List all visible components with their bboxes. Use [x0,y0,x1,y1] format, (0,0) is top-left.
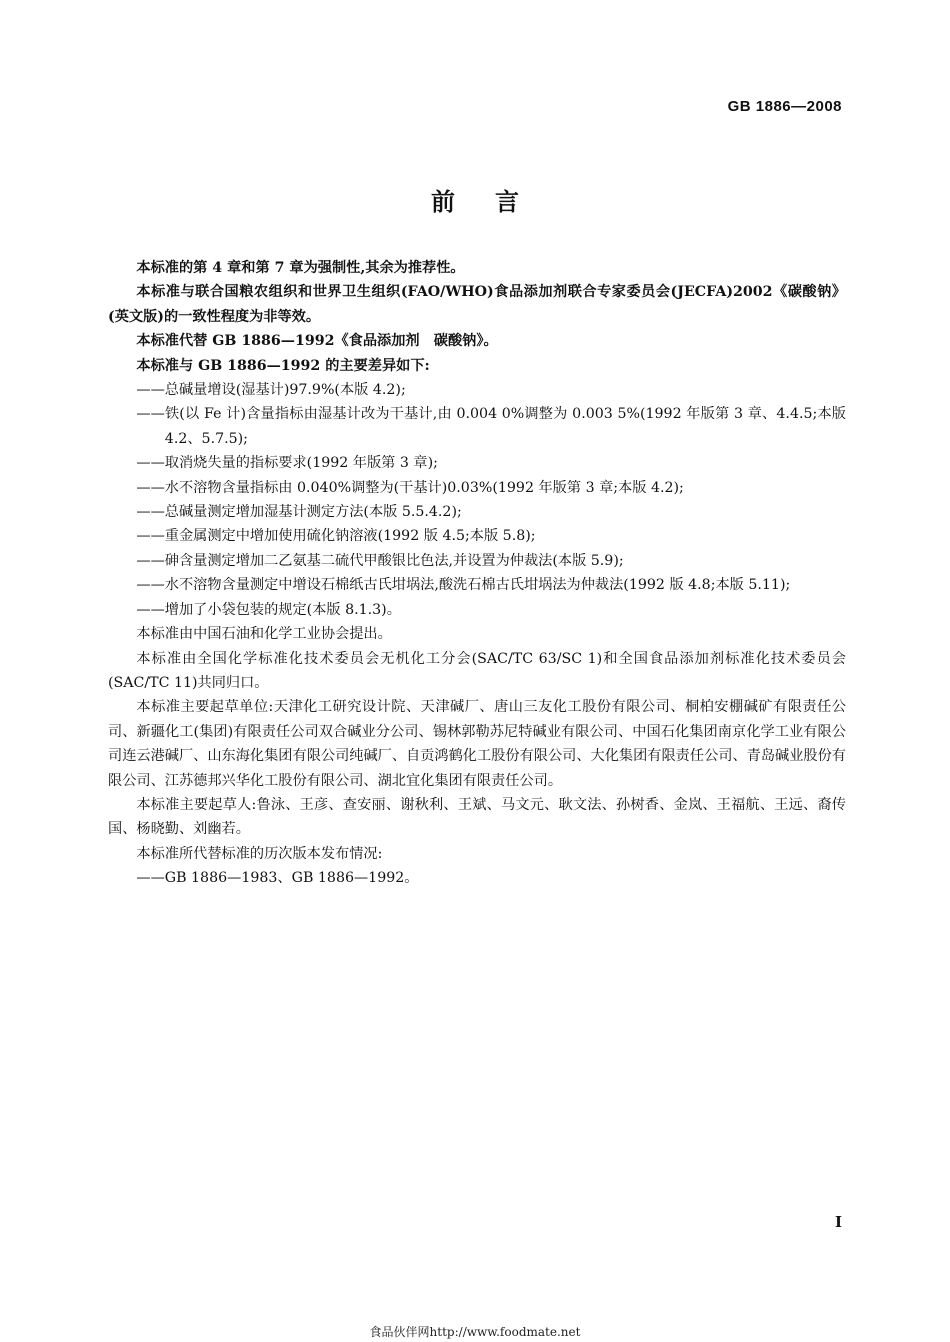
paragraph-history-intro: 本标准所代替标准的历次版本发布情况: [136,845,383,862]
paragraph-normative: 本标准的第 4 章和第 7 章为强制性,其余为推荐性。 [136,260,465,276]
difference-item: ——总碱量增设(湿基计)97.9%(本版 4.2); [136,382,406,399]
difference-item: ——砷含量测定增加二乙氨基二硫代甲酸银比色法,并设置为仲裁法(本版 5.9); [136,552,624,569]
page-title: 前言 [431,188,559,216]
document-body [108,256,846,891]
paragraph-differences-intro: 本标准与 GB 1886—1992 的主要差异如下: [136,357,430,374]
difference-item: ——铁(以 Fe 计)含量指标由湿基计改为干基计,由 0.004 0%调整为 0.003 5%(1992 年版第 3 章、4.4.5;本版 4.2、5.7.5); [136,406,846,447]
footer-watermark: 食品伙伴网http://www.foodmate.net [369,1325,581,1339]
paragraph-equivalence: 本标准与联合国粮农组织和世界卫生组织(FAO/WHO)食品添加剂联合专家委员会(JECFA)2002《碳酸钠》(英文版)的一致性程度为非等效。 [108,284,846,325]
difference-item: ——水不溶物含量指标由 0.040%调整为(干基计)0.03%(1992 年版第 3 章;本版 4.2); [136,479,684,496]
difference-item: ——增加了小袋包装的规定(本版 8.1.3)。 [136,601,401,618]
difference-item: ——取消烧失量的指标要求(1992 年版第 3 章); [136,455,438,472]
difference-item: ——水不溶物含量测定中增设石棉纸古氏坩埚法,酸洗石棉古氏坩埚法为仲裁法(1992 版 4.8;本版 5.11); [136,577,791,594]
paragraph-proposer: 本标准由中国石油和化学工业协会提出。 [136,626,392,643]
paragraph-replaces: 本标准代替 GB 1886—1992《食品添加剂 碳酸钠》。 [136,333,498,350]
paragraph-drafting-units: 本标准主要起草单位:天津化工研究设计院、天津碱厂、唐山三友化工股份有限公司、桐柏安棚碱矿有限责任公司、新疆化工(集团)有限责任公司双合碱业分公司、锡林郭勒苏尼特碱业有限公司、中国石化集团南京化学工业有限公司连云港碱厂、山东海化集团有限公司纯碱厂、自贡鸿鹤化工股份有限公司、大化集团有限责任公司、青岛碱业股份有限公司、江苏德邦兴华化工股份有限公司、湖北宜化集团有限责任公司。 [108,699,846,789]
difference-item: ——重金属测定中增加使用硫化钠溶液(1992 版 4.5;本版 5.8); [136,528,536,545]
difference-item: ——总碱量测定增加湿基计测定方法(本版 5.5.4.2); [136,504,462,521]
document-code: GB 1886—2008 [727,98,842,115]
paragraph-drafters: 本标准主要起草人:鲁泳、王彦、查安丽、谢秋利、王斌、马文元、耿文法、孙树香、金岚、王福航、王远、裔传国、杨晓勤、刘幽若。 [108,796,846,838]
history-item: ——GB 1886—1983、GB 1886—1992。 [136,870,419,887]
paragraph-committee: 本标准由全国化学标准化技术委员会无机化工分会(SAC/TC 63/SC 1)和全国食品添加剂标准化技术委员会(SAC/TC 11)共同归口。 [108,650,846,691]
page-number: I [834,1213,842,1231]
